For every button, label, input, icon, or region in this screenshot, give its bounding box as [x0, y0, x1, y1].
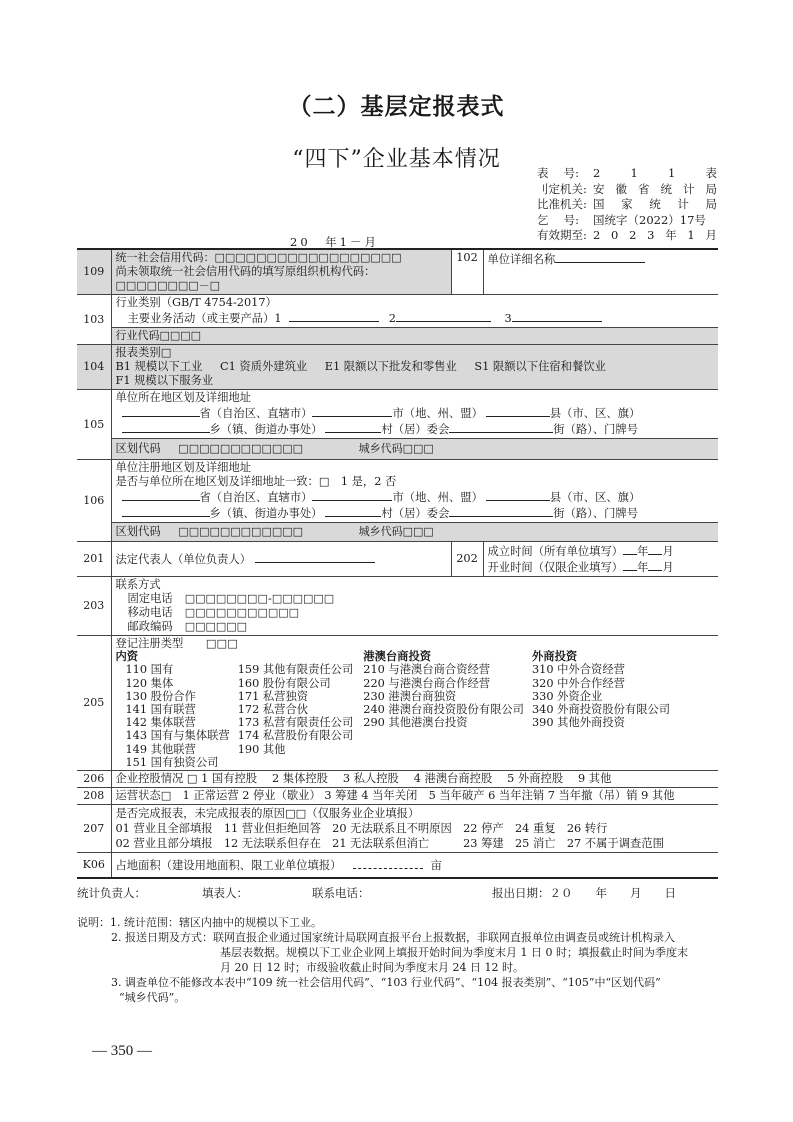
unit-name-label: 单位详细名称: [487, 253, 556, 266]
postcode-field[interactable]: □□□□□□: [184, 620, 248, 633]
town-field[interactable]: [122, 421, 210, 433]
meta-value: 统: [660, 181, 672, 196]
county-field[interactable]: [486, 405, 550, 417]
row-code: 104: [77, 345, 111, 390]
street-label: 街（路）、门牌号: [553, 423, 639, 436]
meta-row: [537, 166, 717, 182]
row-106: [77, 460, 718, 523]
registration-type-option: 290 其他港澳台投资: [363, 716, 468, 730]
note-2-cont: 月 20 日 12 时；市级验收截止时间为季度末月 24 日 12 时。: [220, 961, 524, 974]
row-code: 208: [77, 788, 111, 805]
registration-type-option: 340 外商投资股份有限公司: [531, 703, 671, 717]
province-field[interactable]: [122, 405, 200, 417]
meta-value: 省: [638, 181, 650, 196]
row-103: [77, 295, 718, 328]
section-title: （二）基层定报表式: [288, 94, 505, 120]
meta-value: 1: [668, 166, 676, 180]
meta-value: 2: [629, 228, 637, 242]
registration-type-option: 174 私营股份有限公司: [237, 729, 354, 743]
row-code: 205: [77, 636, 111, 771]
holding-status-field[interactable]: 企业控股情况 □ 1 国有控股 2 集体控股 3 私人控股 4 港澳台商控股 5 外商控股 9 其他: [111, 771, 718, 788]
row-code: 206: [77, 771, 111, 788]
street-field[interactable]: [449, 421, 553, 433]
row-code: 201: [77, 542, 111, 577]
province-label: 省（自治区、直辖市）: [199, 491, 313, 504]
registration-type-option: 172 私营合伙: [237, 703, 309, 717]
report-period: 20 年1－月: [290, 235, 379, 249]
registration-type-option: 141 国有联营: [125, 703, 196, 717]
meta-row: [537, 197, 717, 213]
county-label: 县（市、区、旗）: [549, 491, 641, 504]
row-205: [77, 636, 718, 771]
town-label: 乡（镇、街道办事处）: [209, 507, 323, 520]
row-code: 105: [77, 390, 111, 460]
registration-type-option: 210 与港澳台商合资经营: [363, 663, 491, 677]
activity-2-field[interactable]: [396, 310, 491, 322]
address-title: 单位所在地区划及详细地址: [115, 391, 252, 404]
industry-category-label: 行业类别（GB/T 4754-2017）: [115, 296, 277, 309]
village-label: 村（居）委会: [381, 423, 450, 436]
village-field[interactable]: [325, 505, 381, 517]
page-number: — 350 —: [92, 1043, 152, 1059]
registration-type-option: 151 国有独资公司: [125, 755, 219, 769]
meta-value: 安: [593, 181, 605, 196]
meta-label: 有效期至:: [537, 228, 587, 242]
registration-type-option: 173 私营有限责任公司: [237, 716, 354, 730]
meta-value: 年: [665, 228, 677, 242]
city-label: 市（地、州、盟）: [392, 407, 483, 420]
same-address-field[interactable]: 是否与单位所在地区划及详细地址一致：□ 1 是，2 否: [115, 475, 397, 488]
meta-value: 月: [705, 228, 717, 242]
registration-type-option: 320 中外合作经营: [531, 676, 625, 690]
note-1: 1. 统计范围：辖区内抽中的规模以下工业。: [110, 916, 322, 929]
main-activity-label: 主要业务活动（或主要产品）1: [127, 312, 282, 325]
meta-value: 局: [705, 197, 717, 211]
row-207: [77, 805, 718, 853]
report-type-option: E1 限额以下批发和零售业: [324, 360, 457, 373]
meta-value: 家: [621, 197, 633, 211]
city-field[interactable]: [312, 405, 392, 417]
row-206: [77, 771, 718, 788]
registration-type-option: 171 私营独资: [237, 689, 309, 703]
row-203: [77, 577, 718, 636]
mobile-label: 移动电话: [127, 606, 173, 619]
meta-value: 徽: [615, 181, 627, 196]
registration-type-option: 120 集体: [125, 676, 174, 690]
established-label: 成立时间（所有单位填写）: [487, 545, 624, 558]
meta-row: [537, 228, 717, 244]
report-type-option: B1 规模以下工业: [115, 360, 203, 373]
row-code: 207: [77, 805, 111, 853]
registration-type-option: 143 国有与集体联营: [125, 729, 230, 743]
row-109: [77, 249, 718, 295]
row-code: K06: [77, 853, 111, 879]
activity-3-field[interactable]: [512, 310, 602, 322]
meta-value: 计: [677, 197, 689, 211]
meta-value: 3: [647, 228, 655, 242]
meta-value: 国统字（2022）17号: [593, 212, 706, 227]
meta-value: 统: [649, 197, 661, 211]
activity-1-field[interactable]: [289, 310, 379, 322]
opening-year-field[interactable]: [623, 559, 637, 571]
stat-head-label: 统计负责人：: [77, 886, 146, 900]
year-label: 年: [637, 545, 649, 558]
org-code-field[interactable]: □□□□□□□□－□: [115, 279, 221, 292]
meta-label: 刂定机关:: [537, 181, 587, 196]
report-date-label: 报出日期：２０ 年 月 日: [492, 886, 676, 900]
contact-title: 联系方式: [115, 578, 161, 591]
foreign-heading: 外商投资: [531, 649, 578, 664]
city-label: 市（地、州、盟）: [392, 491, 483, 504]
town-field[interactable]: [122, 505, 210, 517]
registration-type-option: 160 股份有限公司: [237, 676, 331, 690]
opening-month-field[interactable]: [648, 559, 662, 571]
row-code: 106: [77, 460, 111, 542]
row-code: 102: [451, 249, 483, 295]
industry-code-field[interactable]: 行业代码□□□□: [115, 329, 202, 342]
meta-value: 计: [683, 181, 695, 196]
completion-options: 01 营业且全部填报 11 营业但拒绝回答 20 无法联系且不明原因 22 停产 24 重复 26 转行: [115, 822, 608, 836]
report-type-field[interactable]: 报表类别□: [115, 346, 172, 359]
province-label: 省（自治区、直辖市）: [199, 407, 313, 420]
meta-value: 国: [593, 197, 605, 211]
street-field[interactable]: [449, 505, 553, 517]
row-code: 109: [77, 249, 111, 295]
region-code-label: 区划代码: [115, 442, 161, 455]
notes-heading: 说明：: [77, 916, 110, 929]
row-104: [77, 345, 718, 390]
registration-type-option: 310 中外合资经营: [531, 663, 625, 677]
village-field[interactable]: [325, 421, 381, 433]
legal-rep-field[interactable]: [255, 551, 375, 563]
row-208: [77, 788, 718, 805]
row-code: 202: [451, 542, 483, 577]
meta-label: 乞 号:: [537, 212, 580, 227]
month-label: 月: [662, 545, 674, 558]
contact-phone-label: 联系电话：: [312, 886, 370, 900]
registration-type-option: 159 其他有限责任公司: [237, 663, 354, 677]
county-field[interactable]: [486, 489, 550, 501]
region-code-field[interactable]: □□□□□□□□□□□□: [178, 442, 304, 455]
phone-label: 固定电话: [127, 592, 173, 605]
meta-row: [537, 213, 717, 229]
report-type-option: S1 限额以下住宿和餐饮业: [474, 360, 606, 373]
meta-value: 2: [593, 228, 601, 242]
meta-value: 局: [705, 181, 717, 196]
registration-type-field[interactable]: 登记注册类型 □□□: [115, 637, 238, 650]
activity-2-label: 2: [388, 312, 396, 325]
meta-label: 比准机关:: [537, 197, 587, 211]
form-table: [77, 248, 718, 879]
row-code: 103: [77, 295, 111, 345]
land-area-unit: 亩: [430, 859, 442, 873]
completion-options: 02 营业且部分填报 12 无法联系但存在 21 无法联系但消亡 23 筹建 25 消亡 27 不属于调查范围: [115, 837, 664, 851]
registration-type-option: 142 集体联营: [125, 716, 196, 730]
meta-value: 1: [630, 166, 638, 180]
phone-field[interactable]: □□□□□□□□-□□□□□□: [184, 592, 335, 605]
form-title: “四下”企业基本情况: [292, 147, 501, 172]
village-label: 村（居）委会: [381, 507, 450, 520]
month-label: 月: [662, 561, 674, 574]
report-type-option: F1 规模以下服务业: [115, 374, 214, 387]
region-code-label: 区划代码: [115, 525, 161, 538]
meta-row: [537, 182, 717, 198]
city-field[interactable]: [312, 489, 392, 501]
registration-type-option: 149 其他联营: [125, 742, 196, 756]
registration-type-option: 330 外资企业: [531, 689, 603, 703]
registration-type-option: 190 其他: [237, 742, 286, 756]
row-105: [77, 390, 718, 439]
registration-type-option: 110 国有: [125, 663, 174, 677]
credit-code-field[interactable]: 统一社会信用代码：□□□□□□□□□□□□□□□□□□: [115, 251, 402, 264]
note-2-cont: 基层表数据。规模以下工业企业网上填报开始时间为季度末月 1 日 0 时；填报截止时间为季度末: [220, 946, 688, 959]
org-code-label: 尚未领取统一社会信用代码的填写原组织机构代码：: [115, 265, 376, 278]
postcode-label: 邮政编码: [127, 620, 173, 633]
operating-status-field[interactable]: 运营状态□ 1 正常运营 2 停业（歇业） 3 筹建 4 当年关闭 5 当年破产 6 当年注销 7 当年撤（吊）销 9 其他: [111, 788, 718, 805]
opening-label: 开业时间（仅限企业填写）: [487, 561, 624, 574]
meta-value: 1: [687, 228, 695, 242]
legal-rep-label: 法定代表人（单位负责人）: [115, 553, 252, 566]
registration-type-option: 390 其他外商投资: [531, 716, 625, 730]
urban-code-field[interactable]: 城乡代码□□□: [358, 525, 434, 538]
row-K06: [77, 853, 718, 879]
filler-label: 填表人：: [202, 886, 248, 900]
hmt-heading: 港澳台商投资: [363, 649, 432, 664]
county-label: 县（市、区、旗）: [549, 407, 641, 420]
meta-label: 表 号:: [537, 166, 580, 180]
meta-value: 2: [593, 166, 601, 180]
region-code-field[interactable]: □□□□□□□□□□□□: [178, 525, 304, 538]
row-code: 203: [77, 577, 111, 636]
meta-value: 表: [705, 166, 717, 180]
land-area-label: 占地面积（建设用地面积、限工业单位填报）: [115, 859, 342, 873]
row-201: [77, 542, 718, 577]
urban-code-field[interactable]: 城乡代码□□□: [358, 442, 434, 455]
meta-value: 0: [611, 228, 619, 242]
established-month-field[interactable]: [648, 543, 662, 555]
unit-name-field[interactable]: [555, 251, 645, 263]
land-area-field[interactable]: [353, 857, 423, 869]
notes: [77, 915, 727, 1005]
mobile-field[interactable]: □□□□□□□□□□□: [184, 606, 300, 619]
registration-type-option: 220 与港澳台商合作经营: [363, 676, 491, 690]
report-completion-field[interactable]: 是否完成报表，未完成报表的原因□□（仅服务业企业填报）: [115, 807, 420, 821]
note-2: 2. 报送日期及方式：联网直报企业通过国家统计局联网直报平台上报数据，非联网直报单位由调查员或统计机构录入: [111, 931, 675, 944]
domestic-heading: 内资: [115, 649, 139, 664]
report-type-option: C1 资质外建筑业: [219, 360, 308, 373]
activity-3-label: 3: [504, 312, 512, 325]
street-label: 街（路）、门牌号: [553, 507, 639, 520]
signature-line: [77, 885, 718, 901]
form-meta: [537, 166, 717, 244]
town-label: 乡（镇、街道办事处）: [209, 423, 323, 436]
registration-type-option: 130 股份合作: [125, 689, 196, 703]
established-year-field[interactable]: [623, 543, 637, 555]
year-label: 年: [637, 561, 649, 574]
province-field[interactable]: [122, 489, 200, 501]
registration-type-option: 240 港澳台商投资股份有限公司: [363, 703, 524, 717]
note-3-cont: “城乡代码”。: [119, 991, 186, 1004]
registration-type-option: 230 港澳台商独资: [363, 689, 457, 703]
reg-address-title: 单位注册地区划及详细地址: [115, 461, 252, 474]
note-3: 3. 调查单位不能修改本表中“109 统一社会信用代码”、“103 行业代码”、“104 报表类别”、“105”中“区划代码”: [111, 976, 661, 989]
